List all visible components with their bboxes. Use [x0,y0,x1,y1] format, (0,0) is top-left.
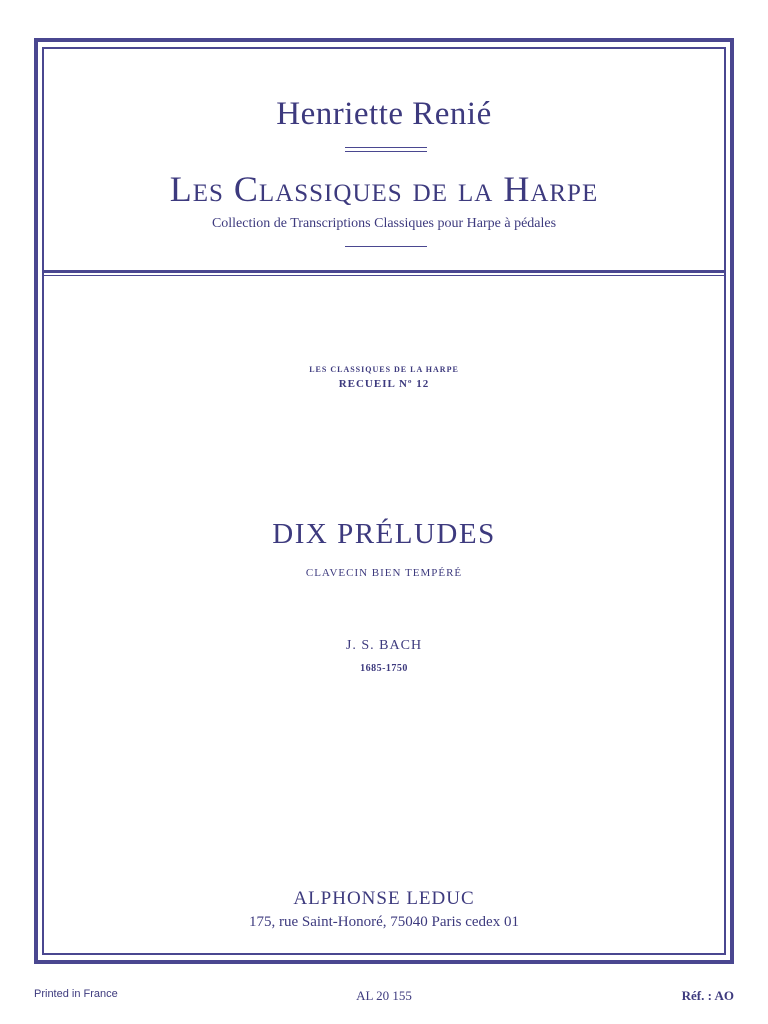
header-separator-rule [44,270,724,276]
composer-name: J. S. BACH [345,638,423,653]
series-title: Les Classiques de la Harpe [169,169,599,209]
work-subtitle: CLAVECIN BIEN TEMPÉRÉ [305,567,463,579]
short-rule-divider [345,246,427,247]
reference-code: Réf. : AO [681,988,734,1003]
publisher-address: 175, rue Saint-Honoré, 75040 Paris cedex 01 [249,914,519,930]
catalog-number: AL 20 155 [356,988,412,1003]
double-rule-divider [345,147,427,152]
printed-in-label: Printed in France [34,988,118,1000]
composer-dates: 1685-1750 [360,663,408,674]
collection-series-label: LES CLASSIQUES DE LA HARPE [309,365,459,374]
author-name: Henriette Renié [276,96,492,132]
series-subtitle: Collection de Transcriptions Classiques pour Harpe à pédales [211,216,557,231]
work-title: DIX PRÉLUDES [272,518,496,550]
recueil-number: RECUEIL Nº 12 [338,378,430,390]
publisher-name: ALPHONSE LEDUC [293,888,475,909]
